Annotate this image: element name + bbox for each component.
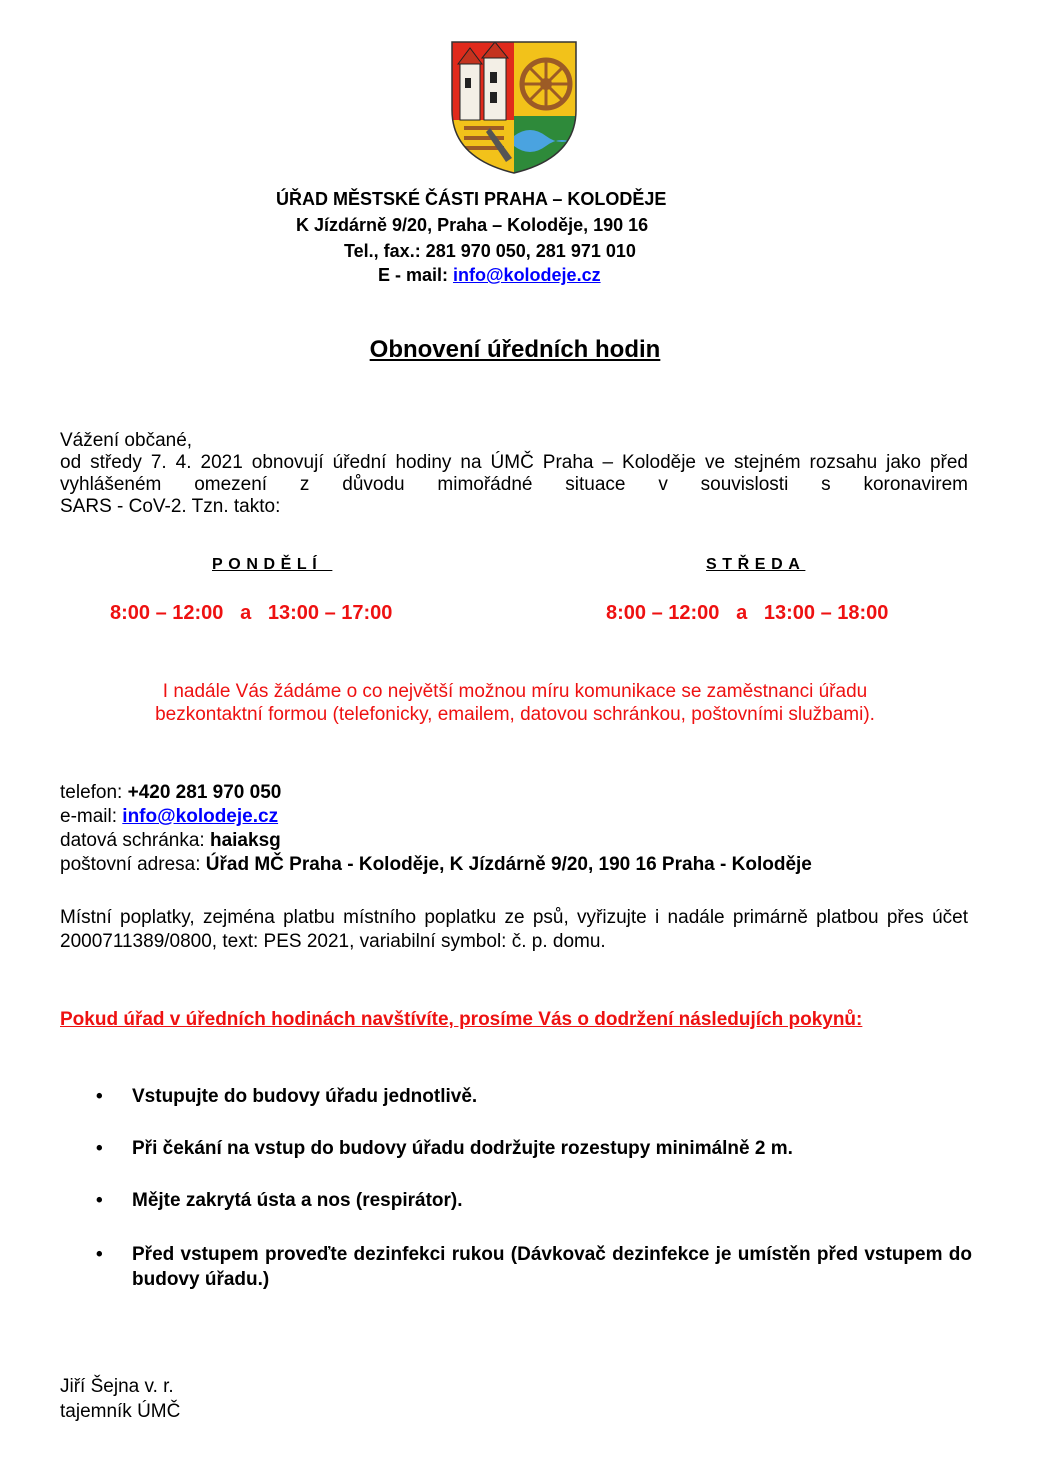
rule-text: Při čekání na vstup do budovy úřadu dodržujte rozestupy minimálně 2 m. bbox=[132, 1138, 793, 1159]
signature-block bbox=[60, 1374, 180, 1424]
post-label: poštovní adresa: bbox=[60, 854, 206, 875]
bullet-icon: • bbox=[96, 1190, 103, 1211]
databox-value: haiaksg bbox=[209, 830, 281, 851]
office-email-label: E - mail: bbox=[378, 265, 454, 285]
signature-role: tajemník ÚMČ bbox=[60, 1401, 181, 1422]
email-label: e-mail: bbox=[60, 806, 123, 827]
day-wednesday: STŘEDA bbox=[706, 556, 806, 573]
rule-text: Mějte zakrytá ústa a nos (respirátor). bbox=[132, 1190, 463, 1211]
office-email-line bbox=[378, 262, 601, 288]
signature-name: Jiří Šejna v. r. bbox=[60, 1376, 174, 1397]
hours-wednesday: 8:00 – 12:00 a 13:00 – 18:00 bbox=[606, 602, 889, 624]
office-name: ÚŘAD MĚSTSKÉ ČÁSTI PRAHA – KOLODĚJE bbox=[276, 189, 667, 209]
page-title: Obnovení úředních hodin bbox=[369, 336, 661, 363]
bullet-icon: • bbox=[96, 1086, 103, 1107]
day-monday: PONDĚLÍ bbox=[212, 556, 333, 573]
hours-monday: 8:00 – 12:00 a 13:00 – 17:00 bbox=[110, 602, 393, 624]
phone-value: +420 281 970 050 bbox=[127, 782, 282, 803]
bullet-icon: • bbox=[96, 1244, 103, 1265]
contact-post-row bbox=[60, 853, 812, 877]
intro-last-line: SARS - CoV-2. Tzn. takto: bbox=[60, 496, 281, 517]
contact-block bbox=[60, 781, 812, 877]
contact-databox-row bbox=[60, 829, 812, 853]
post-value: Úřad MČ Praha - Koloděje, K Jízdárně 9/20, 190 16 Praha - Koloděje bbox=[205, 854, 812, 875]
notice-line-1: I nadále Vás žádáme o co největší možnou míru komunikace se zaměstnanci úřadu bbox=[162, 681, 868, 702]
visit-warning: Pokud úřad v úředních hodinách navštívíte, prosíme Vás o dodržení následujích pokynů: bbox=[60, 1009, 863, 1030]
phone-label: telefon: bbox=[60, 782, 128, 803]
office-address: K Jízdárně 9/20, Praha – Koloděje, 190 16 bbox=[296, 215, 649, 235]
contact-phone-row bbox=[60, 781, 812, 805]
rule-text: Před vstupem proveďte dezinfekci rukou (Dávkovač dezinfekce je umístěn před vstupem do budovy úřadu.) bbox=[132, 1244, 972, 1290]
rule-text: Vstupujte do budovy úřadu jednotlivě. bbox=[132, 1086, 478, 1107]
notice-line-2: bezkontaktní formou (telefonicky, emailem, datovou schránkou, poštovními službami). bbox=[155, 704, 875, 725]
greeting: Vážení občané, bbox=[60, 430, 193, 451]
intro-body: od středy 7. 4. 2021 obnovují úřední hodiny na ÚMČ Praha – Koloděje ve stejném rozsahu jako před vyhlášeném omezení z důvodu mimořádné situace v souvislosti s koronavirem bbox=[60, 452, 968, 495]
bullet-icon: • bbox=[96, 1138, 103, 1159]
contact-email-row bbox=[60, 805, 812, 829]
contact-email-link[interactable]: info@kolodeje.cz bbox=[122, 806, 279, 827]
contactless-notice bbox=[60, 680, 970, 726]
databox-label: datová schránka: bbox=[60, 830, 210, 851]
office-email-link[interactable]: info@kolodeje.cz bbox=[453, 265, 601, 285]
intro-paragraph bbox=[60, 430, 968, 518]
office-phone: Tel., fax.: 281 970 050, 281 971 010 bbox=[344, 241, 636, 261]
coat-of-arms-logo bbox=[450, 40, 578, 175]
fees-paragraph: Místní poplatky, zejména platbu místního poplatku ze psů, vyřizujte i nadále primárně platbou přes účet 2000711389/0800, text: PES 2021, variabilní symbol: č. p. domu. bbox=[60, 907, 968, 952]
